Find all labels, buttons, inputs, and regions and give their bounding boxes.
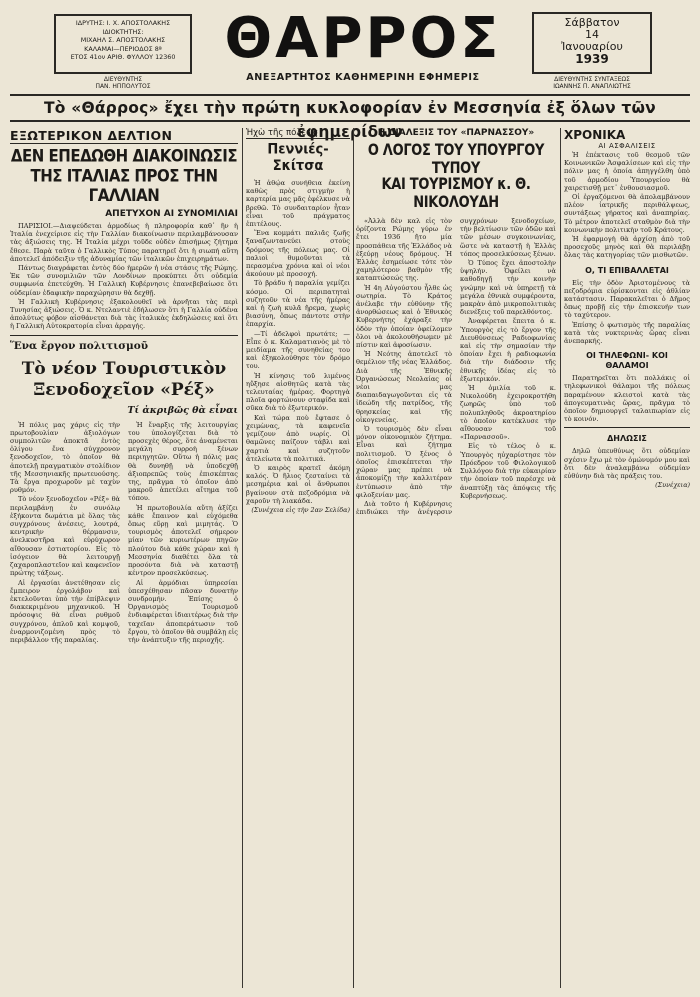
publisher-box: [54, 14, 192, 74]
divider: [10, 335, 238, 336]
newspaper-title: ΘΑΡΡΟΣ: [224, 6, 502, 71]
column-minister-speech: [356, 128, 556, 988]
section-heading: ΕΞΩΤΕΡΙΚΟΝ ΔΕΛΤΙΟΝ: [10, 128, 238, 144]
section-heading: Ἠχὼ τῆς πόλεως: [246, 128, 350, 139]
owner-label: ΙΔΙΟΚΤΗΤΗΣ:: [102, 27, 144, 36]
date-box: [532, 12, 652, 74]
paragraph: «Ἀλλὰ δὲν καλ εἰς τὸν ὁρίζοντα Ρώμης γύρω ἐν ἔτει 1936 ἤτο μία προσπάθεια τῆς Ἑλλάδος νὰ ἐξεύρῃ νέους δρόμους. Ἡ Ἑλλὰς ἐσημείωσε τότε τὸν χαμηλότερον βαθμὸν τῆς καταπτώσεώς της.: [356, 217, 452, 283]
article-body: [356, 217, 556, 516]
paragraph: Ἀναφέρεται ἔπειτα ὁ κ. Ὑπουργὸς εἰς τὸ ἔργον τῆς Διευθύνσεως Ραδιοφωνίας καὶ εἰς τὴν σημασίαν τὴν ὁποίαν ἔχει ἡ ραδιοφωνία διὰ τὴν διάδοσιν τῆς ἐθνικῆς ἰδέας εἰς τὸ ἐξωτερικόν.: [460, 317, 556, 383]
paragraph: Παρατηρεῖται ὅτι πολλάκις οἱ τηλεφωνικοὶ θάλαμοι τῆς πόλεως παραμένουν κλειστοὶ κατὰ τὰς ἀπογευματινὰς ὥρας, πρᾶγμα τὸ ὁποῖον δημιουργεῖ ταλαιπωρίαν εἰς τὸ κοινόν.: [564, 374, 690, 424]
paragraph: Ἡ ἐφαρμογὴ θὰ ἀρχίσῃ ἀπὸ τοῦ προσεχοῦς μηνὸς καὶ θὰ περιλάβῃ ὅλας τὰς κατηγορίας τῶν μισθωτῶν.: [564, 235, 690, 260]
owner-name: ΜΙΧΑΗΛ Σ. ΑΠΟΣΤΟΛΑΚΗΣ: [80, 36, 166, 45]
date-month: Ἰανουαρίου: [561, 40, 623, 53]
date-year: 1939: [575, 52, 609, 66]
headline-2: ΤΗΣ ΙΤΑΛΙΑΣ ΠΡΟΣ ΤΗΝ ΓΑΛΛΙΑΝ: [30, 165, 218, 206]
paragraph: Εἰς τὴν ὁδὸν Ἀριστομένους τὰ πεζοδρόμια εὑρίσκονται εἰς ἀθλίαν κατάστασιν. Παρακαλεῖται ὁ Δῆμος ὅπως προβῇ εἰς τὴν ἐπισκευήν των τὸ ταχύτερον.: [564, 278, 690, 320]
paragraph: Εἰς τὸ τέλος ὁ κ. Ὑπουργὸς ηὐχαρίστησε τὸν Πρόεδρον τοῦ Φιλολογικοῦ Συλλόγου διὰ τὴν εὐκαιρίαν τὴν ὁποίαν τοῦ παρέσχε νὰ ἀναπτύξῃ τὰς ἀπόψεις τῆς Κυβερνήσεως.: [460, 442, 556, 500]
subheading: ΔΗΛΩΣΙΣ: [607, 434, 647, 444]
continued-note: (Συνέχεια εἰς τὴν 2αν Σελίδα): [251, 505, 350, 514]
paragraph: Ὁ Τύπος ἔχει ἀποστολὴν ὑψηλήν. Ὀφείλει νὰ καθοδηγῇ τὴν κοινὴν γνώμην καὶ νὰ ὑπηρετῇ τὰ μεγάλα ἐθνικὰ συμφέροντα, μακρὰν ἀπὸ μικροπολιτικὰς διενέξεις τοῦ παρελθόντος.: [460, 259, 556, 317]
date-number: 14: [585, 28, 599, 41]
headline-1: ΔΕΝ ΕΠΕΔΩΘΗ ΔΙΑΚΟΙΝΩΣΙΣ: [10, 145, 238, 167]
subheading: ΟΙ ΤΗΛΕΦΩΝΙ- ΚΟΙ ΘΑΛΑΜΟΙ: [586, 351, 668, 371]
subheading: Ο, ΤΙ ΕΠΙΒΑΛΛΕΤΑΙ: [585, 265, 669, 275]
divider: [564, 427, 690, 428]
circulation-banner: Τὸ «Θάρρος» ἔχει τὴν πρώτη κυκλοφορίαν ἐν Μεσσηνία ἐξ ὅλων τῶν ἐφημερίδων: [10, 94, 690, 122]
column-foreign-news: [10, 128, 238, 988]
headline-3: Τὸ νέον Τουριστικὸν Ξενοδοχεῖον «Ρέξ»: [21, 358, 227, 400]
subheadline: ΑΠΕΤΥΧΟΝ ΑΙ ΣΥΝΟΜΙΛΙΑΙ: [105, 209, 238, 219]
director-name: ΠΑΝ. ΗΠΠΟΛΥΤΟΣ: [95, 83, 151, 90]
headline-3-sub: Τί ἀκριβῶς θὰ εἶναι: [127, 404, 238, 416]
column-chronicles: [564, 128, 690, 988]
kicker: ΑΙ ΑΣΦΑΛΙΣΕΙΣ: [598, 142, 656, 150]
headline-1: Ο ΛΟΓΟΣ ΤΟΥ ΥΠΟΥΡΓΟΥ ΤΥΠΟΥ: [367, 142, 545, 178]
paragraph: —Τί ἀδελφοὶ πρωτάτε; —Εἶπε ὁ κ. Καλαματιανὸς μὲ τὸ μειδίαμα τῆς συνηθείας του καὶ ἐξηκολούθησε τὸν δρόμο του.: [246, 329, 350, 371]
date-day: Σάββατον: [564, 16, 620, 29]
article-body-2: [10, 421, 238, 645]
paragraph: Πάντως διαγράφεται ἐντὸς δύο ἡμερῶν ἡ νέα στάσις τῆς Ρώμης. Ἐκ τῶν συνομιλιῶν τῶν Λονδίνων προκύπτει ὅτι οὐδεμία συμφωνία ἐπετεύχθη. Ἡ Γαλλικὴ Κυβέρνησις ἐπανεβεβαίωσε ὅτι οὐδεμίαν ἐδαφικὴν παραχώρησιν θὰ δεχθῇ.: [10, 264, 238, 297]
paragraph: Αἱ ἀρμόδιαι ὑπηρεσίαι ὑπεσχέθησαν πᾶσαν δυνατὴν συνδρομήν. Ἐπίσης ὁ Ὀργανισμὸς Τουρισμοῦ ἐνδιαφέρεται ἰδιαιτέρως διὰ τὴν ταχεῖαν ἀποπεράτωσιν τοῦ ἔργου, τὸ ὁποῖον θὰ συμβάλῃ εἰς τὴν ἀνάπτυξιν τῆς περιοχῆς.: [128, 578, 238, 644]
section-heading: ΧΡΟΝΙΚΑ: [564, 128, 626, 142]
article-body: [10, 222, 238, 331]
paragraph: Τὸ νέον ξενοδοχεῖον «Ρέξ» θὰ περιλαμβάνῃ ἐν συνόλῳ ἑξήκοντα δωμάτια μὲ ὅλας τὰς συγχρόνους ἀνέσεις, λουτρά, κεντρικὴν θέρμανσιν, ἀνελκυστῆρα καὶ εὐρύχωρον αἴθουσαν ἑστιατορίου. Εἰς τὸ ἰσόγειον θὰ λειτουργῇ ζαχαροπλαστεῖον καὶ καφενεῖον πρώτης τάξεως.: [10, 495, 120, 578]
paragraph: Ὁ καιρὸς κρατεῖ ἀκόμη καλός. Ὁ ἥλιος ζεσταίνει τὰ μεσημέρια καὶ οἱ ἄνθρωποι βγαίνουν στὰ πεζοδρόμια νὰ χαροῦν τὴ λιακάδα.: [246, 463, 350, 505]
paragraph: Ἡ ἀθῴα συνήθεια ἐκείνη καθὼς πρὸς στιγμὴν ἡ καρτερία μας μᾶς ἐφέλκυσε νὰ βρεθῶ. Τὸ συνδαιταρίον ἦταν εἶναι τοῦ πράγματος ἐπιτέλους.: [246, 179, 350, 229]
paragraph: Οἱ ἐργαζόμενοι θὰ ἀπολαμβάνουν πλέον ἰατρικῆς περιθάλψεως, συντάξεως γήρατος καὶ ἀναπηρίας. Τὸ μέτρον ἀποτελεῖ σταθμὸν διὰ τὴν κοινωνικὴν πολιτικὴν τοῦ Κράτους.: [564, 193, 690, 234]
issue-number: ΕΤΟΣ 41ον ΑΡΙΘ. ΦΥΛΛΟΥ 12360: [70, 53, 176, 62]
paragraph: Ἡ ἐπέκτασις τοῦ θεσμοῦ τῶν Κοινωνικῶν Ἀσφαλίσεων καὶ εἰς τὴν πόλιν μας ἡ ὁποία ἀπηγγέλθη ὑπὸ τοῦ ἁρμοδίου Ὑπουργείου θὰ χαιρετισθῇ μετ᾽ ἐνθουσιασμοῦ.: [564, 151, 690, 192]
editor-label: ΔΙΕΥΘΥΝΤΗΣ ΣΥΝΤΑΞΕΩΣ: [554, 76, 630, 83]
paragraph: Ἡ Νεότης ἀποτελεῖ τὸ θεμέλιον τῆς νέας Ἑλλάδος. Διὰ τῆς Ἐθνικῆς Ὀργανώσεως Νεολαίας οἱ νέοι μας διαπαιδαγωγοῦνται εἰς τὰ ἰδεώδη τῆς πατρίδος, τῆς θρησκείας καὶ τῆς οἰκογενείας.: [356, 350, 452, 424]
paragraph: Δηλῶ ὑπευθύνως ὅτι οὐδεμίαν σχέσιν ἔχω μὲ τὸν ὁμώνυμόν μου καὶ ὅτι δὲν ἀναλαμβάνω οὐδεμίαν εὐθύνην διὰ τὰς πράξεις του.: [564, 447, 690, 481]
paragraph: Ἡ πόλις μας χάρις εἰς τὴν πρωτοβουλίαν ἀξιολόγων συμπολιτῶν ἀποκτᾶ ἐντὸς ὀλίγου ἕνα σύγχρονον ξενοδοχεῖον, τὸ ὁποῖον θὰ ἀποτελῇ πραγματικὸν στολίδιον τῆς Μεσσηνιακῆς πρωτευούσης. Τὰ ἔργα προχωροῦν μὲ ταχὺν ρυθμόν.: [10, 420, 120, 495]
headline-2: ΚΑΙ ΤΟΥΡΙΣΜΟΥ κ. Θ. ΝΙΚΟΛΟΥΔΗ: [381, 176, 531, 212]
paragraph: Ἡ ὁμιλία τοῦ κ. Νικολούδη ἐχειροκροτήθη ζωηρῶς ὑπὸ τοῦ πολυπληθοῦς ἀκροατηρίου τὸ ὁποῖον κατέκλυσε τὴν αἴθουσαν τοῦ «Παρνασσοῦ».: [460, 384, 556, 442]
paragraph: Ἡ 4η Αὐγούστου ἦλθε ὡς σωτηρία. Τὸ Κράτος ἀνέλαβε τὴν εὐθύνην τῆς ἀνορθώσεως καὶ ὁ Ἐθνικὸς Κυβερνήτης ἐχάραξε τὴν ὁδὸν τὴν ὁποίαν ὀφείλομεν ὅλοι νὰ ἀκολουθήσωμεν μὲ πίστιν καὶ ἀφοσίωσιν.: [356, 283, 452, 350]
column-rule: [560, 128, 561, 988]
kicker: Ἕνα ἔργον πολιτισμοῦ: [10, 339, 149, 352]
paragraph: Ἡ Γαλλικὴ Κυβέρνησις ἐξακολουθεῖ νὰ ἀρνῆται τὰς περὶ Τυνησίας ἀξιώσεις. Ὁ κ. Ντελαντιὲ ἐδήλωσεν ὅτι ἡ Γαλλία οὐδένα ἀπολύτως φόβον αἰσθάνεται διὰ τὰς ἰταλικὰς ἐκδηλώσεις καὶ ὅτι ἡ Γαλλικὴ Αὐτοκρατορία εἶναι ἀρραγής.: [10, 297, 238, 331]
paragraph: Ἕνα κομμάτι παλιᾶς ζωῆς ξαναζωντανεύει στοὺς δρόμους τῆς πόλεως μας. Οἱ παλιοὶ θυμοῦνται τὰ περασμένα χρόνια καὶ οἱ νέοι ἀκούουν μὲ προσοχή.: [246, 229, 350, 279]
kicker: Η ΔΙΑΛΕΞΙΣ ΤΟΥ «ΠΑΡΝΑΣΣΟΥ»: [377, 128, 535, 138]
founder-line: ΙΔΡΥΤΗΣ: Ι. Χ. ΑΠΟΣΤΟΛΑΚΗΣ: [75, 19, 171, 27]
paragraph: ΠΑΡΙΣΙΟΙ.—Διαψεύδεται ἁρμοδίως ἡ πληροφορία καθ᾽ ἥν ἡ Ἰταλία ἐνεχείρισε εἰς τὴν Γαλλίαν διακοίνωσιν περιλαμβάνουσαν τὰς ἀξιώσεις της. Ἡ Ἰταλία μέχρι τοῦδε οὐδὲν ἐπισήμως ζήτημα ἔθεσε. Παρὰ ταῦτα ὁ Γαλλικὸς Τύπος παρατηρεῖ ὅτι ἡ σιωπή αὕτη ἀποτελεῖ ἀπόδειξιν τῆς ἀδυναμίας τῶν ἰταλικῶν ἐπιχειρημάτων.: [10, 222, 238, 263]
paragraph: Ὁ τουρισμὸς δὲν εἶναι μόνον οἰκονομικὸν ζήτημα. Εἶναι καὶ ζήτημα πολιτισμοῦ. Ὁ ξένος ὁ ὁποῖος ἐπισκέπτεται τὴν χώραν μας πρέπει νὰ ἀποκομίζῃ τὴν καλλιτέραν ἐντύπωσιν ἀπὸ τὴν φιλοξενίαν μας.: [356, 425, 452, 499]
column-rule: [242, 128, 243, 988]
director-label: ΔΙΕΥΘΥΝΤΗΣ: [103, 76, 143, 83]
headline: Πεννιές- Σκίτσα: [267, 141, 329, 175]
paragraph: Ἡ ἔναρξις τῆς λειτουργίας του ὑπολογίζεται διὰ τὸ προσεχὲς θέρος, ὅτε ἀναμένεται μεγάλη συρροὴ ξένων περιηγητῶν. Οὕτω ἡ πόλις μας θὰ δυνηθῇ νὰ ὑποδεχθῇ ἀξιοπρεπῶς τοὺς ἐπισκέπτας της, πρᾶγμα τὸ ὁποῖον ἀπὸ μακροῦ ἀπετέλει αἴτημα τοῦ τόπου.: [128, 420, 238, 503]
paragraph: Τὸ βράδυ ἡ παραλία γεμίζει κόσμο. Οἱ περιπατηταὶ συζητοῦν τὰ νέα τῆς ἡμέρας καὶ ἡ ζωὴ κυλᾶ ἤρεμα, χωρὶς βιασύνη, ὅπως πάντοτε στὴν ἐπαρχία.: [246, 279, 350, 329]
paragraph: Καὶ τώρα ποὺ ἔφτασε ὁ χειμὼνας, τὰ καφενεῖα γεμίζουν ἀπὸ νωρίς. Οἱ θαμῶνες παίζουν τάβλι καὶ χαρτιὰ καὶ συζητοῦν ἀτελείωτα τὰ πολιτικά.: [246, 413, 350, 463]
director-left: [54, 76, 192, 90]
paragraph: Ἡ κίνησις τοῦ λιμένος ηὔξησε αἰσθητῶς κατὰ τὰς τελευταίας ἡμέρας. Φορτηγὰ πλοῖα φορτώνουν σταφίδα καὶ σῦκα διὰ τὸ ἐξωτερικόν.: [246, 371, 350, 413]
paragraph: Αἱ ἐργασίαι ἀνετέθησαν εἰς ἔμπειρον ἐργολάβον καὶ ἐκτελοῦνται ὑπὸ τὴν ἐπίβλεψιν διακεκριμένου μηχανικοῦ. Ἡ πρόσοψις θὰ εἶναι ρυθμοῦ συγχρόνου, ἀπλοῦ καὶ κομψοῦ, ἐναρμονιζομένη πρὸς τὸ περιβάλλον τῆς παραλίας.: [10, 578, 120, 644]
paragraph: Ἐπίσης ὁ φωτισμὸς τῆς παραλίας κατὰ τὰς νυκτερινὰς ὥρας εἶναι ἀνεπαρκής.: [564, 320, 690, 346]
city-period: ΚΑΛΑΜΑΙ—ΠΕΡΙΟΔΟΣ 8ª: [84, 44, 162, 53]
paragraph: Διὰ τοῦτο ἡ Κυβέρνησις ἐπιδιώκει τὴν ἀνέγερσιν συγχρόνων ξενοδοχείων, τὴν βελτίωσιν τῶν ὁδῶν καὶ τῶν μέσων συγκοινωνίας, ὥστε νὰ καταστῇ ἡ Ἑλλὰς τόπος προσελκύσεως ξένων.: [356, 217, 556, 517]
paragraph: Ἡ πρωτοβουλία αὕτη ἀξίζει κάθε ἔπαινον καὶ εὐχόμεθα ὅπως εὕρῃ καὶ μιμητάς. Ὁ τουρισμὸς ἀποτελεῖ σήμερον μίαν τῶν κυριωτέρων πηγῶν πλούτου διὰ κάθε χώραν καὶ ἡ Μεσσηνία διαθέτει ὅλα τὰ προσόντα διὰ νὰ καταστῇ κέντρον προσελκύσεως.: [128, 503, 238, 578]
editor-name: ΙΩΑΝΝΗΣ Π. ΑΝΑΠΛΙΩΤΗΣ: [553, 83, 631, 90]
newspaper-subtitle: ΑΝΕΞΑΡΤΗΤΟΣ ΚΑΘΗΜΕΡΙΝΗ ΕΦΗΜΕΡΙΣ: [246, 72, 480, 83]
column-city-echo: [246, 128, 350, 988]
masthead: [10, 8, 690, 88]
director-right: [522, 76, 662, 90]
column-rule: [353, 128, 354, 988]
continued-note: (Συνέχεια): [655, 481, 690, 490]
